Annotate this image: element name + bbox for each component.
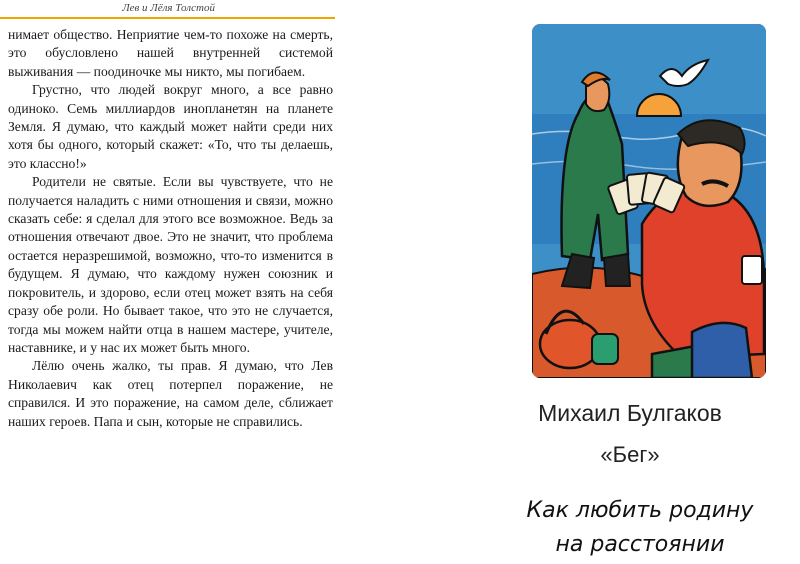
paragraph-3: Родители не святые. Если вы чувствуете, что не получается наладить с ними отношения и связи, можно сказать себе: я сделал для этого все возможное. Ведь за отношения отвечают двое. Это не значит, что проблема остается неразрешимой, возможно, что-то изменится в будущем. Я думаю, что каждому нужен союзник и покровитель, и здорово, если отец может взять на себя сразу обе роли. Но бывает такое, что это не случается, тогда мы можем найти отца в нашем мастере, учителе, наставнике, и у нас их может быть много.: [8, 174, 333, 355]
book-title: «Бег»: [600, 442, 660, 467]
subtitle-line-1: Как любить родину: [526, 498, 754, 523]
cover-illustration: [532, 24, 766, 378]
book-author: Михаил Булгаков: [538, 400, 722, 426]
right-page: [460, 0, 800, 564]
paragraph-1: нимает общество. Неприятие чем-то похоже на смерть, это обусловлено нашей внутренней системой выживания — поодиночке мы никто, мы погибаем.: [8, 27, 333, 79]
paragraph-2: Грустно, что людей вокруг много, а все равно одиноко. Семь миллиардов инопланетян на планете Земля. Я думаю, что каждый может найти среди них хотя бы одного, который скажет: «То, что ты делаешь, это классно!»: [8, 82, 333, 171]
running-head: [0, 0, 335, 19]
left-page: [0, 0, 340, 564]
paragraph-4: Лёлю очень жалко, ты прав. Я думаю, что Лев Николаевич как отец потерпел поражение, не справился. И это поражение, на самом деле, сближает наших героев. Папа и сын, которые не справились.: [8, 358, 333, 429]
running-title: Лев и Лёля Толстой: [122, 2, 215, 14]
subtitle-line-2: на расстоянии: [555, 532, 725, 557]
body-text: [8, 26, 333, 431]
illustration-art: [532, 24, 766, 378]
chapter-subtitle: [440, 494, 800, 562]
